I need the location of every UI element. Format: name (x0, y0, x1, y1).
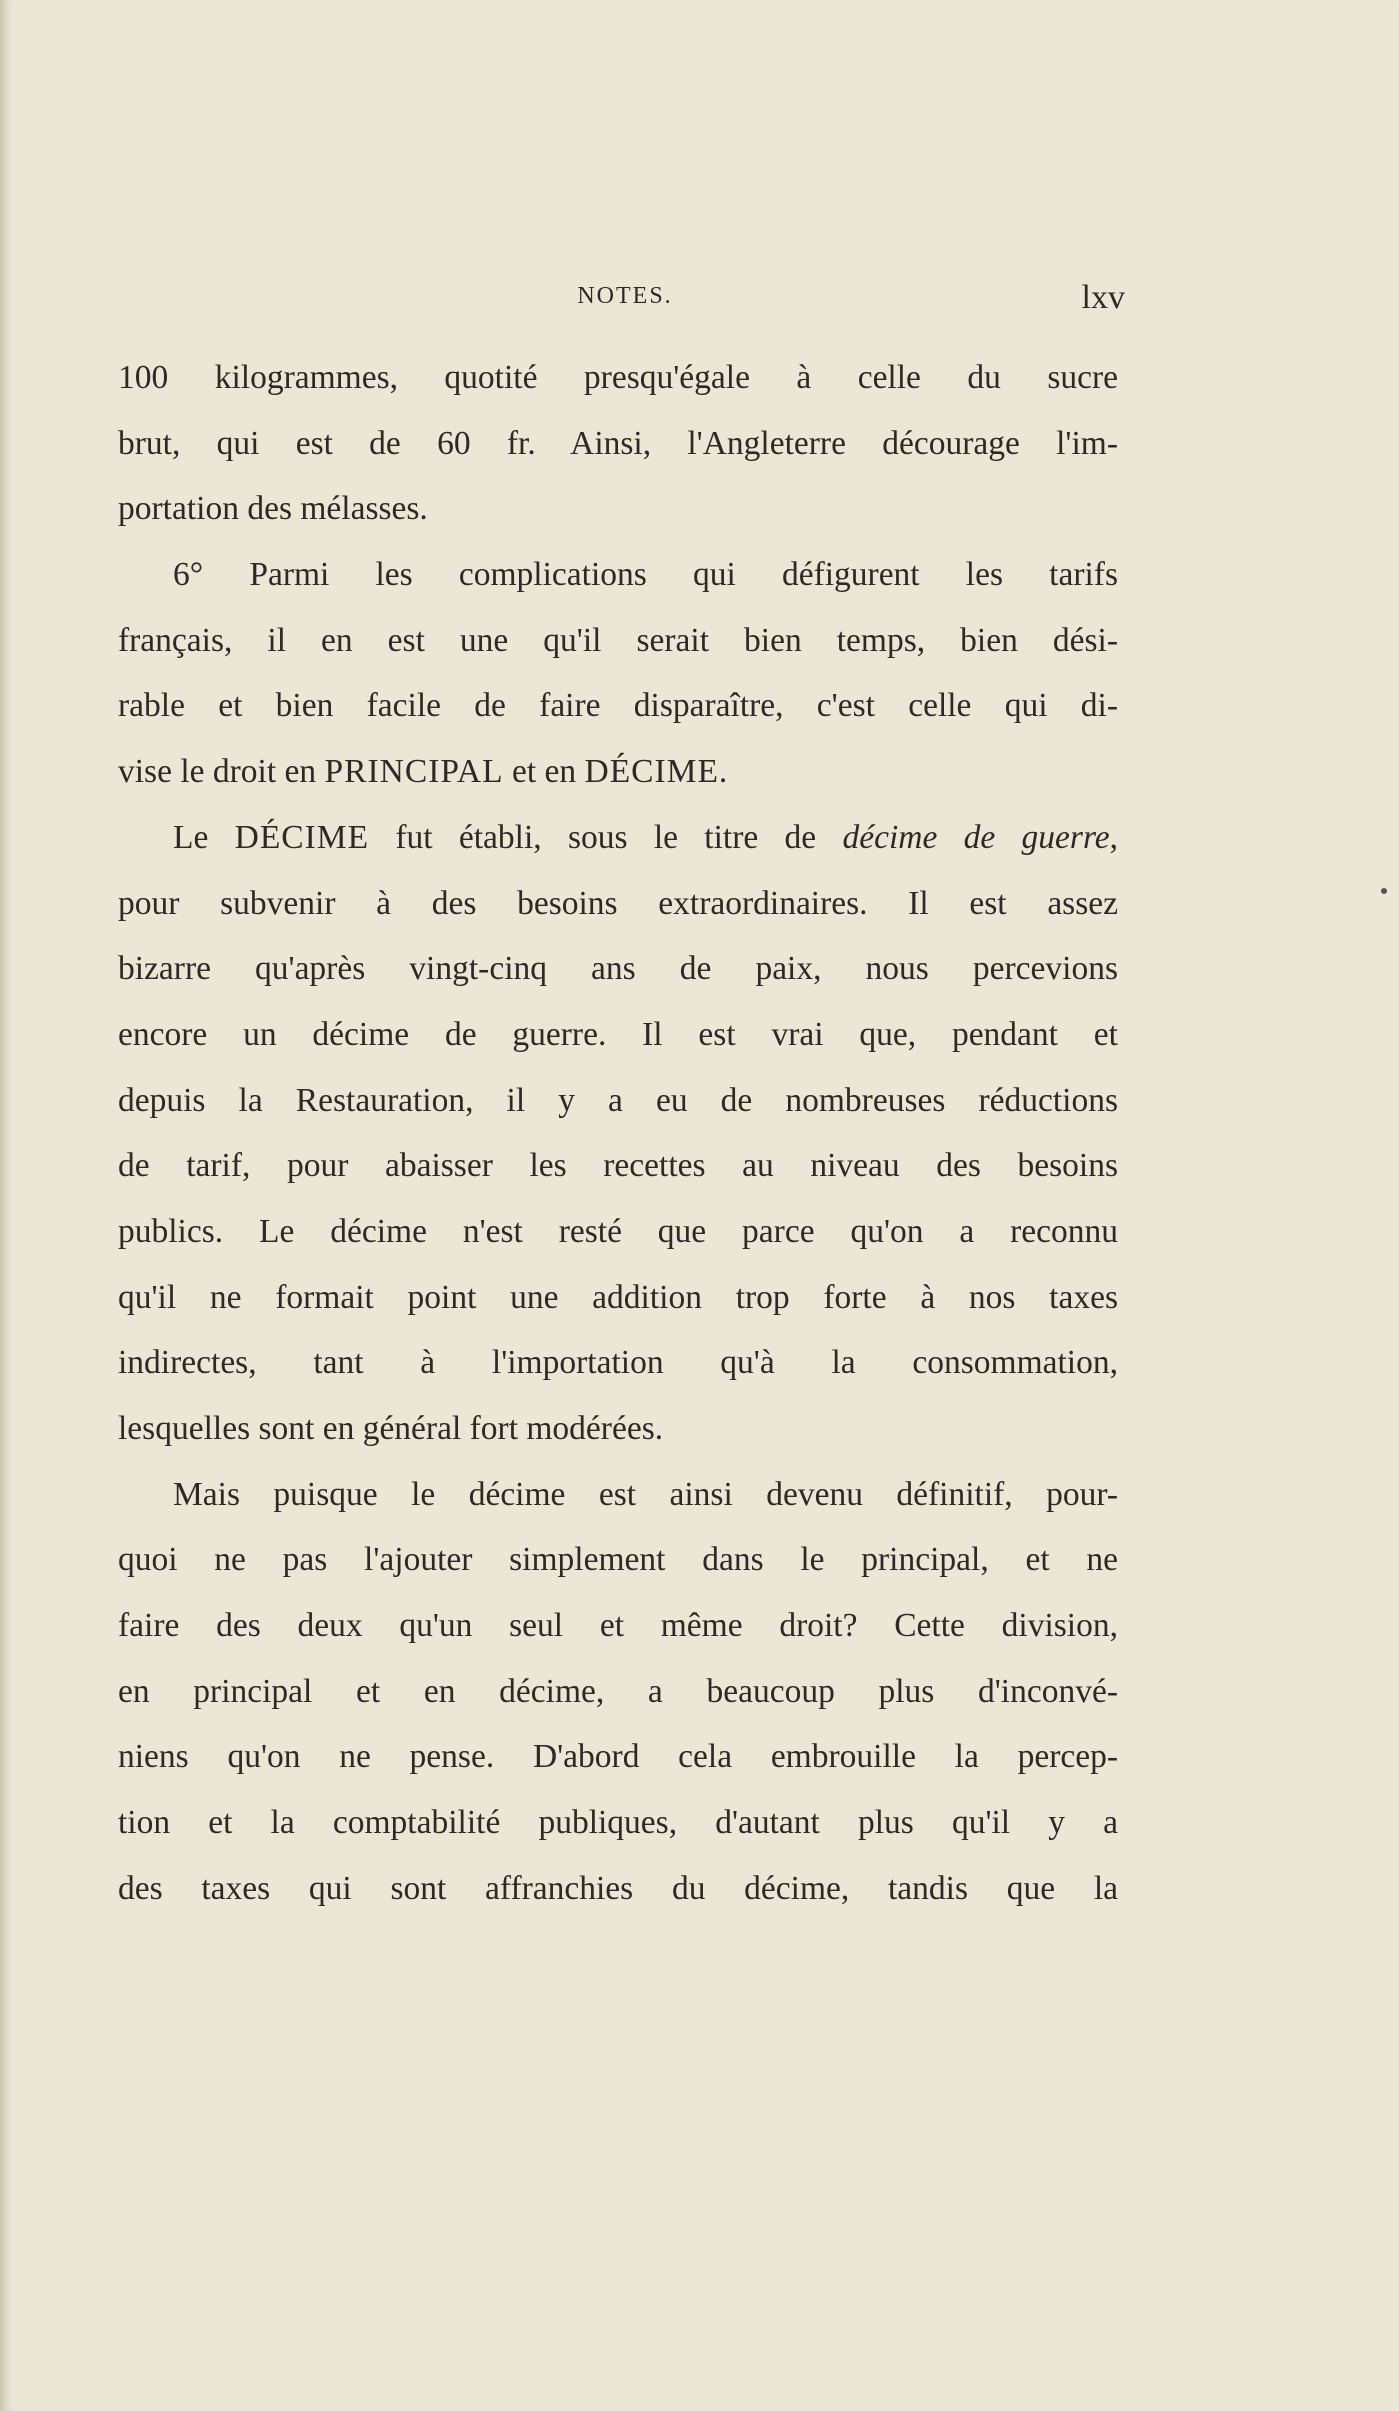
text-line: faire des deux qu'un seul et même droit? Cette division, (118, 1607, 1118, 1645)
text-line: niens qu'on ne pense. D'abord cela embrouille la percep- (118, 1738, 1118, 1776)
text-line: bizarre qu'après vingt-cinq ans de paix, nous percevions (118, 950, 1118, 988)
text-line: en principal et en décime, a beaucoup plus d'inconvé- (118, 1672, 1118, 1710)
text-line: 6° Parmi les complications qui défigurent les tarifs (173, 556, 1118, 594)
italic-decime-de-guerre: décime de guerre (842, 818, 1110, 856)
margin-mark (1381, 888, 1387, 894)
text-segment: . (718, 753, 728, 791)
text-line: brut, qui est de 60 fr. Ainsi, l'Angleterre décourage l'im- (118, 424, 1118, 462)
text-line: lesquelles sont en général fort modérées. (118, 1410, 664, 1447)
text-segment: fut établi, sous le titre de (369, 818, 843, 856)
text-segment: Le (173, 818, 235, 856)
text-segment: , (1109, 818, 1118, 856)
text-segment: vise le droit en (118, 753, 325, 791)
page-header (125, 279, 1125, 323)
text-line: des taxes qui sont affranchies du décime, tandis que la (118, 1869, 1118, 1907)
text-line (118, 739, 1118, 805)
small-caps-principal: PRINCIPAL (324, 753, 504, 791)
text-line: publics. Le décime n'est resté que parce qu'on a reconnu (118, 1212, 1118, 1250)
text-segment: et en (503, 753, 585, 791)
text-line: français, il en est une qu'il serait bien temps, bien dési- (118, 621, 1118, 659)
text-line (118, 805, 1118, 871)
text-line: de tarif, pour abaisser les recettes au niveau des besoins (118, 1147, 1118, 1185)
text-line: 100 kilogrammes, quotité presqu'égale à celle du sucre (118, 359, 1118, 396)
text-line: encore un décime de guerre. Il est vrai que, pendant et (118, 1015, 1118, 1053)
running-head: NOTES. (577, 283, 673, 309)
small-caps-decime: DÉCIME (234, 818, 370, 856)
text-line: portation des mélasses. (118, 490, 428, 528)
text-line: depuis la Restauration, il y a eu de nombreuses réductions (118, 1081, 1118, 1119)
page-number: lxv (1081, 279, 1125, 316)
text-line: qu'il ne formait point une addition trop forte à nos taxes (118, 1278, 1118, 1316)
text-line: quoi ne pas l'ajouter simplement dans le principal, et ne (118, 1541, 1118, 1579)
text-line: pour subvenir à des besoins extraordinaires. Il est assez (118, 884, 1118, 922)
text-line: tion et la comptabilité publiques, d'autant plus qu'il y a (118, 1804, 1118, 1842)
small-caps-decime: DÉCIME (584, 753, 719, 791)
text-line: Mais puisque le décime est ainsi devenu définitif, pour- (173, 1475, 1118, 1513)
text-line: rable et bien facile de faire disparaître, c'est celle qui di- (118, 687, 1118, 725)
body-text (118, 345, 1118, 1922)
text-line: indirectes, tant à l'importation qu'à la consommation, (118, 1344, 1118, 1382)
